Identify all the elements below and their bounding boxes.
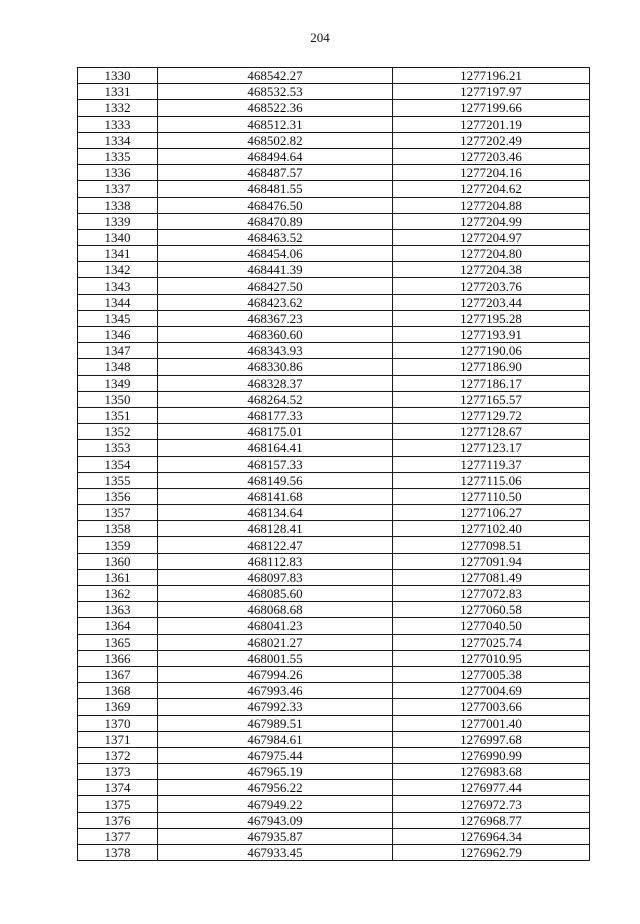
table-row [78,618,590,634]
x-coordinate-cell: 467949.22 [158,796,393,812]
y-coordinate-cell: 1277091.94 [393,553,590,569]
x-coordinate-cell: 468494.64 [158,148,393,164]
point-number-cell: 1359 [78,537,158,553]
x-coordinate-cell: 467943.09 [158,812,393,828]
y-coordinate-cell: 1277203.76 [393,278,590,294]
x-coordinate-cell: 467994.26 [158,666,393,682]
y-coordinate-cell: 1277186.17 [393,375,590,391]
table-row [78,488,590,504]
point-number-cell: 1376 [78,812,158,828]
y-coordinate-cell: 1277040.50 [393,618,590,634]
y-coordinate-cell: 1276990.99 [393,747,590,763]
table-row [78,715,590,731]
x-coordinate-cell: 468001.55 [158,650,393,666]
table-row [78,553,590,569]
x-coordinate-cell: 468175.01 [158,424,393,440]
point-number-cell: 1346 [78,327,158,343]
point-number-cell: 1342 [78,262,158,278]
x-coordinate-cell: 468157.33 [158,456,393,472]
point-number-cell: 1330 [78,68,158,84]
y-coordinate-cell: 1277110.50 [393,488,590,504]
point-number-cell: 1369 [78,699,158,715]
point-number-cell: 1370 [78,715,158,731]
y-coordinate-cell: 1277102.40 [393,521,590,537]
x-coordinate-cell: 468476.50 [158,197,393,213]
x-coordinate-cell: 467935.87 [158,828,393,844]
point-number-cell: 1337 [78,181,158,197]
x-coordinate-cell: 468441.39 [158,262,393,278]
x-coordinate-cell: 468502.82 [158,132,393,148]
point-number-cell: 1354 [78,456,158,472]
table-row [78,812,590,828]
point-number-cell: 1350 [78,391,158,407]
table-row [78,391,590,407]
point-number-cell: 1365 [78,634,158,650]
point-number-cell: 1355 [78,472,158,488]
point-number-cell: 1372 [78,747,158,763]
x-coordinate-cell: 468122.47 [158,537,393,553]
y-coordinate-cell: 1277115.06 [393,472,590,488]
y-coordinate-cell: 1276964.34 [393,828,590,844]
table-row [78,294,590,310]
page-number: 204 [310,30,330,45]
y-coordinate-cell: 1277001.40 [393,715,590,731]
table-row [78,68,590,84]
y-coordinate-cell: 1277165.57 [393,391,590,407]
x-coordinate-cell: 468112.83 [158,553,393,569]
x-coordinate-cell: 468343.93 [158,343,393,359]
x-coordinate-cell: 468360.60 [158,327,393,343]
y-coordinate-cell: 1277128.67 [393,424,590,440]
y-coordinate-cell: 1277003.66 [393,699,590,715]
x-coordinate-cell: 468068.68 [158,602,393,618]
table-row [78,197,590,213]
table-row [78,213,590,229]
y-coordinate-cell: 1276997.68 [393,731,590,747]
y-coordinate-cell: 1277025.74 [393,634,590,650]
y-coordinate-cell: 1277204.16 [393,165,590,181]
x-coordinate-cell: 468522.36 [158,100,393,116]
table-row [78,569,590,585]
y-coordinate-cell: 1277204.38 [393,262,590,278]
table-row [78,764,590,780]
table-row [78,424,590,440]
y-coordinate-cell: 1277204.88 [393,197,590,213]
y-coordinate-cell: 1277203.44 [393,294,590,310]
x-coordinate-cell: 468328.37 [158,375,393,391]
x-coordinate-cell: 468164.41 [158,440,393,456]
point-number-cell: 1360 [78,553,158,569]
x-coordinate-cell: 468367.23 [158,310,393,326]
y-coordinate-cell: 1277106.27 [393,505,590,521]
y-coordinate-cell: 1277199.66 [393,100,590,116]
y-coordinate-cell: 1276962.79 [393,845,590,861]
coordinates-table-body [78,68,590,861]
point-number-cell: 1367 [78,666,158,682]
x-coordinate-cell: 467984.61 [158,731,393,747]
x-coordinate-cell: 468427.50 [158,278,393,294]
point-number-cell: 1335 [78,148,158,164]
point-number-cell: 1377 [78,828,158,844]
table-row [78,375,590,391]
y-coordinate-cell: 1277004.69 [393,683,590,699]
x-coordinate-cell: 467975.44 [158,747,393,763]
point-number-cell: 1344 [78,294,158,310]
y-coordinate-cell: 1277195.28 [393,310,590,326]
point-number-cell: 1341 [78,246,158,262]
y-coordinate-cell: 1277197.97 [393,84,590,100]
y-coordinate-cell: 1277196.21 [393,68,590,84]
point-number-cell: 1356 [78,488,158,504]
table-row [78,246,590,262]
table-row [78,537,590,553]
x-coordinate-cell: 468481.55 [158,181,393,197]
table-row [78,505,590,521]
x-coordinate-cell: 468532.53 [158,84,393,100]
y-coordinate-cell: 1277203.46 [393,148,590,164]
x-coordinate-cell: 467965.19 [158,764,393,780]
x-coordinate-cell: 468454.06 [158,246,393,262]
table-row [78,262,590,278]
point-number-cell: 1349 [78,375,158,391]
table-row [78,327,590,343]
point-number-cell: 1340 [78,229,158,245]
point-number-cell: 1343 [78,278,158,294]
y-coordinate-cell: 1277204.62 [393,181,590,197]
point-number-cell: 1332 [78,100,158,116]
point-number-cell: 1351 [78,407,158,423]
table-row [78,132,590,148]
y-coordinate-cell: 1277190.06 [393,343,590,359]
point-number-cell: 1371 [78,731,158,747]
x-coordinate-cell: 468141.68 [158,488,393,504]
y-coordinate-cell: 1277060.58 [393,602,590,618]
point-number-cell: 1378 [78,845,158,861]
y-coordinate-cell: 1277010.95 [393,650,590,666]
y-coordinate-cell: 1277204.99 [393,213,590,229]
table-row [78,666,590,682]
x-coordinate-cell: 468463.52 [158,229,393,245]
point-number-cell: 1358 [78,521,158,537]
point-number-cell: 1336 [78,165,158,181]
x-coordinate-cell: 468134.64 [158,505,393,521]
table-row [78,683,590,699]
y-coordinate-cell: 1277081.49 [393,569,590,585]
table-row [78,845,590,861]
point-number-cell: 1338 [78,197,158,213]
x-coordinate-cell: 468542.27 [158,68,393,84]
point-number-cell: 1333 [78,116,158,132]
point-number-cell: 1363 [78,602,158,618]
y-coordinate-cell: 1277201.19 [393,116,590,132]
point-number-cell: 1364 [78,618,158,634]
table-row [78,456,590,472]
table-row [78,521,590,537]
point-number-cell: 1353 [78,440,158,456]
point-number-cell: 1357 [78,505,158,521]
x-coordinate-cell: 468041.23 [158,618,393,634]
x-coordinate-cell: 468487.57 [158,165,393,181]
x-coordinate-cell: 468085.60 [158,586,393,602]
point-number-cell: 1347 [78,343,158,359]
table-row [78,602,590,618]
table-row [78,148,590,164]
y-coordinate-cell: 1276983.68 [393,764,590,780]
x-coordinate-cell: 468470.89 [158,213,393,229]
table-row [78,84,590,100]
table-row [78,586,590,602]
y-coordinate-cell: 1277005.38 [393,666,590,682]
table-row [78,699,590,715]
y-coordinate-cell: 1276968.77 [393,812,590,828]
y-coordinate-cell: 1277186.90 [393,359,590,375]
x-coordinate-cell: 468021.27 [158,634,393,650]
x-coordinate-cell: 468149.56 [158,472,393,488]
table-row [78,310,590,326]
table-row [78,440,590,456]
point-number-cell: 1375 [78,796,158,812]
x-coordinate-cell: 468264.52 [158,391,393,407]
x-coordinate-cell: 467993.46 [158,683,393,699]
y-coordinate-cell: 1277123.17 [393,440,590,456]
table-row [78,828,590,844]
y-coordinate-cell: 1277204.97 [393,229,590,245]
x-coordinate-cell: 467933.45 [158,845,393,861]
y-coordinate-cell: 1277193.91 [393,327,590,343]
point-number-cell: 1334 [78,132,158,148]
point-number-cell: 1345 [78,310,158,326]
table-row [78,731,590,747]
table-row [78,650,590,666]
table-row [78,343,590,359]
y-coordinate-cell: 1276977.44 [393,780,590,796]
point-number-cell: 1362 [78,586,158,602]
table-row [78,780,590,796]
x-coordinate-cell: 468177.33 [158,407,393,423]
point-number-cell: 1368 [78,683,158,699]
table-row [78,100,590,116]
table-row [78,229,590,245]
x-coordinate-cell: 468097.83 [158,569,393,585]
point-number-cell: 1348 [78,359,158,375]
table-row [78,472,590,488]
point-number-cell: 1361 [78,569,158,585]
x-coordinate-cell: 467989.51 [158,715,393,731]
y-coordinate-cell: 1277129.72 [393,407,590,423]
table-row [78,165,590,181]
y-coordinate-cell: 1277119.37 [393,456,590,472]
y-coordinate-cell: 1276972.73 [393,796,590,812]
coordinates-table [77,67,590,861]
x-coordinate-cell: 468128.41 [158,521,393,537]
point-number-cell: 1373 [78,764,158,780]
table-row [78,796,590,812]
table-row [78,634,590,650]
table-row [78,278,590,294]
x-coordinate-cell: 468512.31 [158,116,393,132]
y-coordinate-cell: 1277072.83 [393,586,590,602]
table-row [78,747,590,763]
point-number-cell: 1366 [78,650,158,666]
x-coordinate-cell: 468423.62 [158,294,393,310]
x-coordinate-cell: 468330.86 [158,359,393,375]
y-coordinate-cell: 1277098.51 [393,537,590,553]
y-coordinate-cell: 1277202.49 [393,132,590,148]
table-row [78,359,590,375]
point-number-cell: 1374 [78,780,158,796]
table-row [78,407,590,423]
point-number-cell: 1331 [78,84,158,100]
point-number-cell: 1339 [78,213,158,229]
y-coordinate-cell: 1277204.80 [393,246,590,262]
point-number-cell: 1352 [78,424,158,440]
table-row [78,116,590,132]
x-coordinate-cell: 467992.33 [158,699,393,715]
table-row [78,181,590,197]
x-coordinate-cell: 467956.22 [158,780,393,796]
